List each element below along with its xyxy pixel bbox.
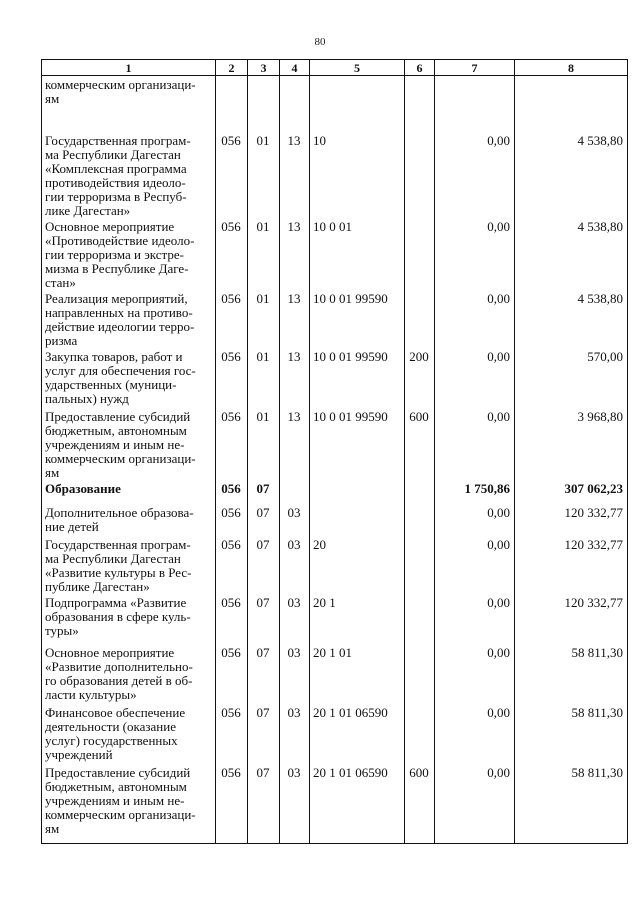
row-name-cell: Финансовое обеспечение деятельности (оказание услуг) государственных учреждений (42, 704, 216, 764)
amount-col8-cell: 120 332,77 (515, 594, 628, 644)
section-code-cell: 07 (248, 644, 280, 704)
column-header: 1 (42, 60, 216, 76)
section-code-cell: 07 (248, 504, 280, 536)
subsection-code-cell: 03 (280, 504, 310, 536)
table-body (42, 76, 628, 844)
section-code-cell: 01 (248, 218, 280, 290)
target-article-cell: 10 0 01 (310, 218, 405, 290)
column-header: 7 (435, 60, 515, 76)
section-code-cell: 01 (248, 348, 280, 408)
amount-col8-cell: 120 332,77 (515, 536, 628, 594)
section-code-cell: 01 (248, 290, 280, 348)
target-article-cell: 10 0 01 99590 (310, 290, 405, 348)
amount-col8-cell: 570,00 (515, 348, 628, 408)
row-name-cell: Закупка товаров, работ и услуг для обеспечения гос- ударственных (муници- пальных) нужд (42, 348, 216, 408)
subsection-code-cell: 03 (280, 644, 310, 704)
target-article-cell: 20 1 01 06590 (310, 704, 405, 764)
page-number: 80 (314, 36, 326, 48)
table-row (42, 504, 628, 536)
expense-type-cell: 600 (405, 764, 435, 844)
amount-col7-cell: 0,00 (435, 504, 515, 536)
amount-col8-cell (515, 76, 628, 132)
table-row (42, 132, 628, 218)
admin-code-cell: 056 (216, 594, 248, 644)
amount-col7-cell: 0,00 (435, 132, 515, 218)
table-row (42, 348, 628, 408)
subsection-code-cell (280, 480, 310, 504)
amount-col7-cell: 1 750,86 (435, 480, 515, 504)
admin-code-cell: 056 (216, 408, 248, 480)
row-name-cell: Предоставление субсидий бюджетным, автономным учреждениям и иным не- коммерческим организаци- ям (42, 764, 216, 844)
row-name-cell: Реализация мероприятий, направленных на противо- действие идеологии терро- ризма (42, 290, 216, 348)
amount-col7-cell: 0,00 (435, 290, 515, 348)
table-row (42, 290, 628, 348)
expense-type-cell: 200 (405, 348, 435, 408)
section-code-cell: 01 (248, 132, 280, 218)
amount-col8-cell: 3 968,80 (515, 408, 628, 480)
amount-col8-cell: 307 062,23 (515, 480, 628, 504)
amount-col8-cell: 58 811,30 (515, 704, 628, 764)
amount-col7-cell: 0,00 (435, 348, 515, 408)
amount-col7-cell: 0,00 (435, 536, 515, 594)
expense-type-cell (405, 704, 435, 764)
section-code-cell: 07 (248, 594, 280, 644)
row-name-cell: Подпрограмма «Развитие образования в сфере куль- туры» (42, 594, 216, 644)
table-row (42, 764, 628, 844)
amount-col8-cell: 4 538,80 (515, 218, 628, 290)
admin-code-cell: 056 (216, 480, 248, 504)
row-name-cell: Образование (42, 480, 216, 504)
target-article-cell (310, 504, 405, 536)
admin-code-cell (216, 76, 248, 132)
admin-code-cell: 056 (216, 290, 248, 348)
amount-col8-cell: 58 811,30 (515, 764, 628, 844)
subsection-code-cell: 03 (280, 594, 310, 644)
column-header: 3 (248, 60, 280, 76)
column-header: 5 (310, 60, 405, 76)
budget-table (41, 59, 628, 844)
table-row (42, 408, 628, 480)
expense-type-cell (405, 218, 435, 290)
table-row (42, 76, 628, 132)
subsection-code-cell: 13 (280, 348, 310, 408)
table-row (42, 644, 628, 704)
target-article-cell: 10 0 01 99590 (310, 408, 405, 480)
column-header: 8 (515, 60, 628, 76)
admin-code-cell: 056 (216, 132, 248, 218)
expense-type-cell (405, 504, 435, 536)
subsection-code-cell: 13 (280, 218, 310, 290)
row-name-cell: коммерческим организаци- ям (42, 76, 216, 132)
section-code-cell: 07 (248, 704, 280, 764)
expense-type-cell (405, 536, 435, 594)
target-article-cell: 20 (310, 536, 405, 594)
expense-type-cell (405, 644, 435, 704)
row-name-cell: Предоставление субсидий бюджетным, автономным учреждениям и иным не- коммерческим организаци- ям (42, 408, 216, 480)
row-name-cell: Дополнительное образова- ние детей (42, 504, 216, 536)
target-article-cell: 10 (310, 132, 405, 218)
target-article-cell (310, 480, 405, 504)
table-row (42, 480, 628, 504)
admin-code-cell: 056 (216, 348, 248, 408)
column-header: 2 (216, 60, 248, 76)
admin-code-cell: 056 (216, 218, 248, 290)
table-row (42, 536, 628, 594)
subsection-code-cell: 03 (280, 704, 310, 764)
amount-col7-cell: 0,00 (435, 644, 515, 704)
target-article-cell: 20 1 01 (310, 644, 405, 704)
table-row (42, 594, 628, 644)
amount-col7-cell (435, 76, 515, 132)
target-article-cell: 20 1 01 06590 (310, 764, 405, 844)
amount-col7-cell: 0,00 (435, 704, 515, 764)
admin-code-cell: 056 (216, 536, 248, 594)
section-code-cell: 07 (248, 764, 280, 844)
admin-code-cell: 056 (216, 704, 248, 764)
section-code-cell (248, 76, 280, 132)
column-header: 4 (280, 60, 310, 76)
admin-code-cell: 056 (216, 644, 248, 704)
amount-col7-cell: 0,00 (435, 594, 515, 644)
admin-code-cell: 056 (216, 504, 248, 536)
expense-type-cell: 600 (405, 408, 435, 480)
subsection-code-cell: 13 (280, 132, 310, 218)
subsection-code-cell: 03 (280, 536, 310, 594)
amount-col8-cell: 120 332,77 (515, 504, 628, 536)
row-name-cell: Основное мероприятие «Противодействие идеоло- гии терроризма и экстре- мизма в Республике Даге- стан» (42, 218, 216, 290)
target-article-cell: 20 1 (310, 594, 405, 644)
subsection-code-cell: 13 (280, 408, 310, 480)
expense-type-cell (405, 594, 435, 644)
column-header: 6 (405, 60, 435, 76)
subsection-code-cell (280, 76, 310, 132)
amount-col7-cell: 0,00 (435, 218, 515, 290)
header-row (42, 60, 628, 76)
row-name-cell: Основное мероприятие «Развитие дополнительно- го образования детей в об- ласти культуры» (42, 644, 216, 704)
amount-col8-cell: 4 538,80 (515, 132, 628, 218)
expense-type-cell (405, 290, 435, 348)
row-name-cell: Государственная програм- ма Республики Дагестан «Комплексная программа противодействия идеоло- гии терроризма в Респуб- лике Дагестан» (42, 132, 216, 218)
amount-col7-cell: 0,00 (435, 764, 515, 844)
target-article-cell: 10 0 01 99590 (310, 348, 405, 408)
table-row (42, 704, 628, 764)
target-article-cell (310, 76, 405, 132)
expense-type-cell (405, 480, 435, 504)
subsection-code-cell: 13 (280, 290, 310, 348)
amount-col7-cell: 0,00 (435, 408, 515, 480)
table-row (42, 218, 628, 290)
row-name-cell: Государственная програм- ма Республики Дагестан «Развитие культуры в Рес- публике Дагестан» (42, 536, 216, 594)
admin-code-cell: 056 (216, 764, 248, 844)
expense-type-cell (405, 132, 435, 218)
section-code-cell: 01 (248, 408, 280, 480)
expense-type-cell (405, 76, 435, 132)
section-code-cell: 07 (248, 536, 280, 594)
amount-col8-cell: 58 811,30 (515, 644, 628, 704)
section-code-cell: 07 (248, 480, 280, 504)
amount-col8-cell: 4 538,80 (515, 290, 628, 348)
subsection-code-cell: 03 (280, 764, 310, 844)
